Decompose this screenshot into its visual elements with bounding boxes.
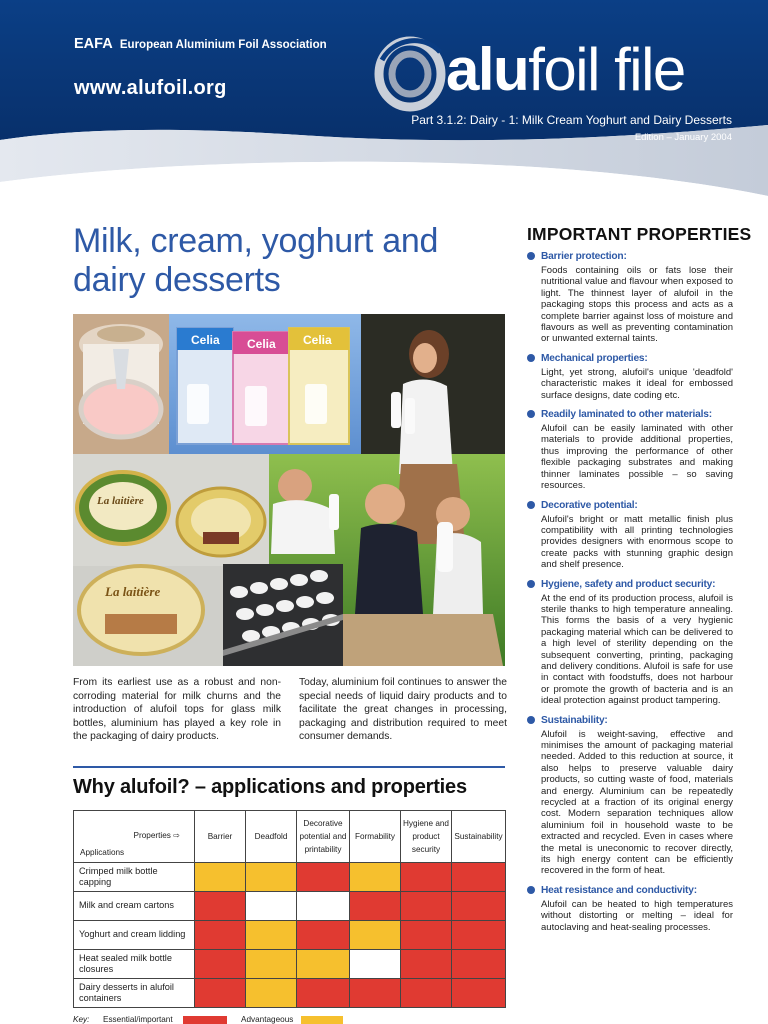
property-heading bbox=[527, 578, 733, 591]
property-heading-text: Hygiene, safety and product security: bbox=[541, 578, 716, 590]
column-header: Decorative potential and printability bbox=[297, 811, 350, 863]
yoghurt-pot-photo bbox=[73, 314, 169, 454]
website-url[interactable]: www.alufoil.org bbox=[74, 77, 227, 99]
collage-svg bbox=[73, 314, 505, 666]
property-item bbox=[527, 352, 733, 401]
rating-cell-red bbox=[401, 979, 452, 1008]
rating-cell-red bbox=[452, 892, 506, 921]
properties-axis-label: Properties ⇨ bbox=[133, 831, 180, 840]
table-row bbox=[74, 863, 506, 892]
brand-bold: alu bbox=[446, 36, 529, 103]
property-heading bbox=[527, 499, 733, 512]
property-item bbox=[527, 250, 733, 345]
applications-properties-table bbox=[73, 810, 506, 1008]
intro-paragraph-right: Today, aluminium foil continues to answer the special needs of liquid dairy products and to facilitate the great changes in processing, packaging and distribution required to meet consumer demands. bbox=[299, 677, 507, 743]
brand-light: foil file bbox=[528, 36, 685, 103]
property-heading-text: Heat resistance and conductivity: bbox=[541, 884, 697, 896]
celia-label-1: Celia bbox=[191, 333, 220, 347]
bullet-icon bbox=[527, 716, 535, 724]
column-header: Hygiene and product security bbox=[401, 811, 452, 863]
key-advantageous-label: Advantageous bbox=[241, 1015, 294, 1024]
rating-cell-red bbox=[452, 921, 506, 950]
rating-cell-red bbox=[452, 863, 506, 892]
property-heading-text: Mechanical properties: bbox=[541, 352, 648, 364]
key-label: Key: bbox=[73, 1015, 90, 1024]
rating-cell-red bbox=[401, 863, 452, 892]
column-header: Formability bbox=[350, 811, 401, 863]
rating-cell-yellow bbox=[350, 921, 401, 950]
bullet-icon bbox=[527, 252, 535, 260]
dairy-photo-collage bbox=[73, 314, 505, 666]
association-full-name: European Aluminium Foil Association bbox=[119, 39, 327, 51]
milk-bottle-line-photo bbox=[223, 564, 343, 666]
rating-cell-red bbox=[401, 921, 452, 950]
application-label: Yoghurt and cream lidding bbox=[74, 921, 195, 950]
rating-cell-red bbox=[195, 892, 246, 921]
property-heading bbox=[527, 250, 733, 263]
rating-cell-red bbox=[452, 950, 506, 979]
table-row bbox=[74, 892, 506, 921]
property-item bbox=[527, 884, 733, 933]
key-advantageous-swatch bbox=[301, 1016, 343, 1024]
property-item bbox=[527, 408, 733, 491]
rating-cell-red bbox=[297, 921, 350, 950]
rating-cell-red bbox=[297, 979, 350, 1008]
rating-cell-yellow bbox=[297, 950, 350, 979]
key-essential-swatch bbox=[183, 1016, 227, 1024]
table-corner-cell bbox=[74, 811, 195, 863]
applications-axis-label: Applications bbox=[80, 848, 125, 857]
application-label: Heat sealed milk bottle closures bbox=[74, 950, 195, 979]
rating-cell-white bbox=[350, 950, 401, 979]
property-description: Alufoil's bright or matt metallic finish plus compatibility with all printing technologies provides designers with enormous scope to create packs with stunning graphic design and shelf presence. bbox=[541, 513, 733, 571]
property-heading-text: Sustainability: bbox=[541, 714, 608, 726]
column-header: Barrier bbox=[195, 811, 246, 863]
rating-cell-yellow bbox=[195, 863, 246, 892]
property-item bbox=[527, 714, 733, 877]
rating-cell-yellow bbox=[246, 950, 297, 979]
application-label: Milk and cream cartons bbox=[74, 892, 195, 921]
property-description: Alufoil can be easily laminated with other materials to provide additional properties, thus improving the performance of other flexible packaging substrates and making thinner laminates possible – so saving resources. bbox=[541, 423, 733, 492]
property-heading bbox=[527, 408, 733, 421]
rating-cell-red bbox=[452, 979, 506, 1008]
milk-cartons-photo bbox=[169, 314, 361, 454]
bullet-icon bbox=[527, 501, 535, 509]
bullet-icon bbox=[527, 886, 535, 894]
rating-cell-red bbox=[195, 979, 246, 1008]
property-description: At the end of its production process, alufoil is sterile thanks to high temperature annealing. This forms the basis of a very hygienic packaging material which can be delivered to a high level of sterility depending on the subsequent converting, printing, packaging and delivery conditions. Alufoil is safe for use in contact with foodstuffs, does not harbour or promote the growth of bacteria and is an ideal protection against product tampering. bbox=[541, 592, 733, 707]
property-heading-text: Barrier protection: bbox=[541, 251, 627, 262]
property-description: Light, yet strong, alufoil's unique 'deadfold' characteristic makes it ideal for embossed surface designs, date coding etc. bbox=[541, 366, 733, 401]
alufoil-swirl-logo-icon bbox=[374, 30, 446, 112]
rating-cell-red bbox=[195, 950, 246, 979]
property-item bbox=[527, 578, 733, 707]
page-title: Milk, cream, yoghurt and dairy desserts bbox=[73, 222, 439, 299]
table-row bbox=[74, 979, 506, 1008]
intro-paragraph-left: From its earliest use as a robust and non-corroding material for milk churns and the introduction of alufoil tops for glass milk bottles, aluminium has played a key role in the packaging of dairy products. bbox=[73, 677, 281, 743]
celia-label-2: Celia bbox=[247, 337, 276, 351]
property-heading-text: Readily laminated to other materials: bbox=[541, 409, 712, 421]
application-label: Crimped milk bottle capping bbox=[74, 863, 195, 892]
property-description: Alufoil can be heated to high temperatures without distorting or melting – ideal for autoclaving and heat-sealing processes. bbox=[541, 898, 733, 933]
rating-cell-red bbox=[297, 863, 350, 892]
edition-date: Edition – January 2004 bbox=[634, 132, 732, 143]
rating-cell-red bbox=[350, 892, 401, 921]
bullet-icon bbox=[527, 580, 535, 588]
bullet-icon bbox=[527, 410, 535, 418]
brand-logotype bbox=[446, 38, 685, 102]
laitiere-label-2: La laitière bbox=[105, 584, 161, 599]
property-item bbox=[527, 499, 733, 571]
column-header: Sustainability bbox=[452, 811, 506, 863]
rating-cell-white bbox=[246, 892, 297, 921]
property-description: Alufoil is weight-saving, effective and minimises the amount of packaging material needed. Added to this reduction at source, it also helps to preserve valuable dairy products, so cutting waste of food, materials and energy. Aluminium can be repeatedly recycled at a fraction of its original energy cost. Modern separation techniques allow aluminium foil in household waste to be extracted and recycled. Even in cases where the metal is uneconomic to recover directly, its high energy content can be efficiently recovered in the form of heat. bbox=[541, 728, 733, 877]
key-essential-label: Essential/important bbox=[103, 1015, 173, 1024]
property-heading bbox=[527, 352, 733, 365]
section-title-why-alufoil: Why alufoil? – applications and properties bbox=[73, 776, 467, 798]
rating-cell-yellow bbox=[246, 979, 297, 1008]
important-properties-list bbox=[527, 250, 733, 940]
association-name bbox=[74, 36, 327, 52]
important-properties-title: IMPORTANT PROPERTIES bbox=[527, 224, 752, 244]
rating-cell-yellow bbox=[246, 863, 297, 892]
document-part-title: Part 3.1.2: Dairy - 1: Milk Cream Yoghurt and Dairy Desserts bbox=[411, 113, 732, 127]
rating-cell-red bbox=[401, 892, 452, 921]
table-row bbox=[74, 921, 506, 950]
application-label: Dairy desserts in alufoil containers bbox=[74, 979, 195, 1008]
property-heading bbox=[527, 884, 733, 897]
rating-cell-red bbox=[350, 979, 401, 1008]
property-heading bbox=[527, 714, 733, 727]
rating-cell-white bbox=[297, 892, 350, 921]
table-body bbox=[74, 863, 506, 1008]
table-header-row bbox=[74, 811, 506, 863]
column-header: Deadfold bbox=[246, 811, 297, 863]
property-heading-text: Decorative potential: bbox=[541, 499, 638, 511]
rating-cell-yellow bbox=[350, 863, 401, 892]
rating-cell-yellow bbox=[246, 921, 297, 950]
section-divider bbox=[73, 766, 505, 768]
page-header bbox=[0, 0, 768, 200]
property-description: Foods containing oils or fats lose their nutritional value and flavour when exposed to light. The thinnest layer of alufoil in the packaging stops this process and acts as a complete barrier against loss of moisture and flavours as well as preventing contamination or unwanted external taints. bbox=[541, 265, 733, 345]
celia-label-3: Celia bbox=[303, 333, 332, 347]
association-acronym: EAFA bbox=[74, 36, 113, 52]
rating-cell-red bbox=[195, 921, 246, 950]
bullet-icon bbox=[527, 354, 535, 362]
table-row bbox=[74, 950, 506, 979]
laitiere-label-1: La laitière bbox=[97, 495, 144, 507]
rating-cell-red bbox=[401, 950, 452, 979]
